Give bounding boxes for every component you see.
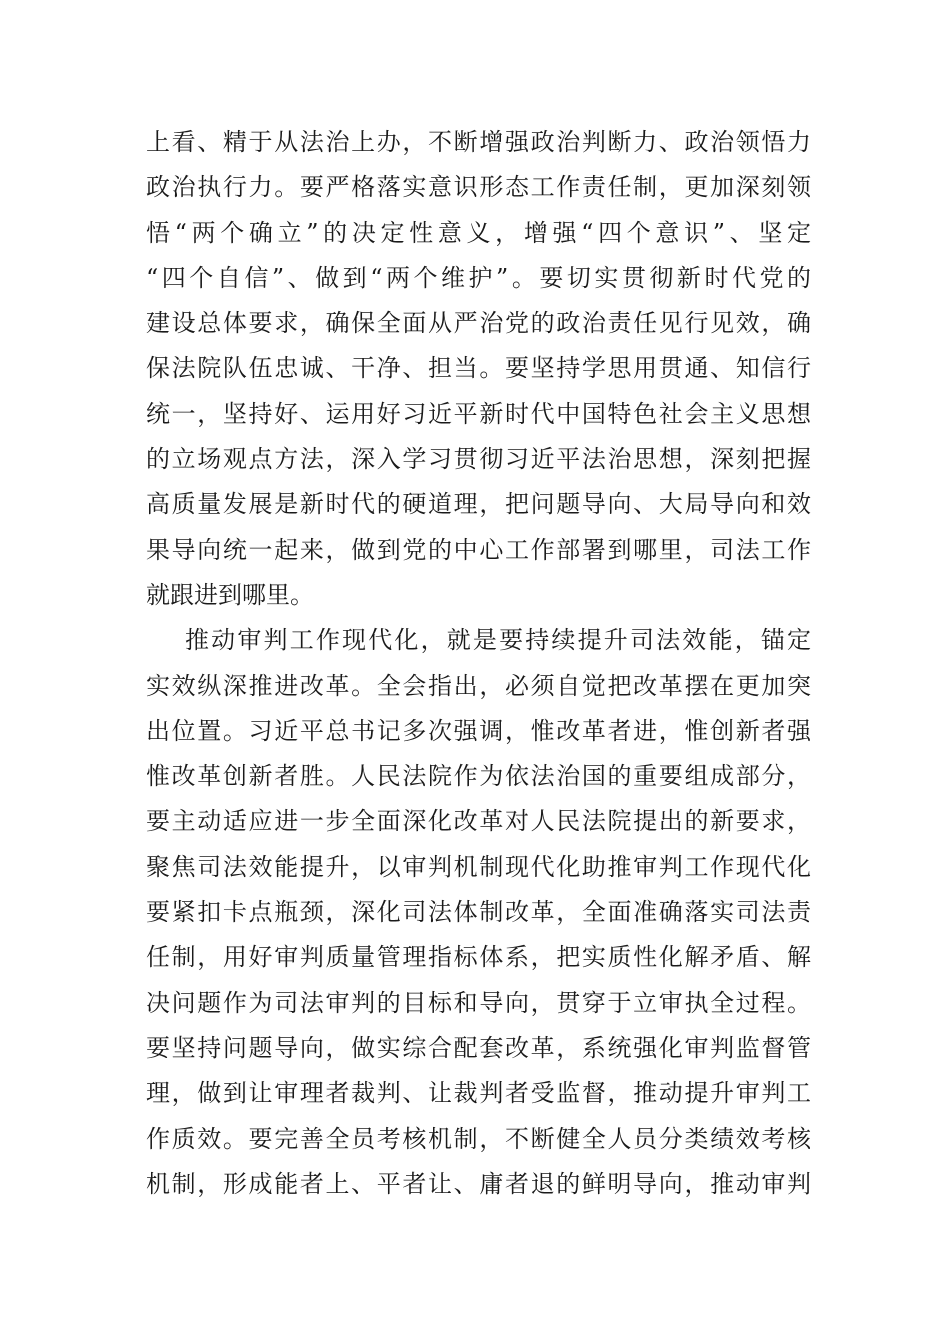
text-line: 果导向统一起来，做到党的中心工作部署到哪里，司法工作 — [146, 535, 811, 564]
text-line: 保法院队伍忠诚、干净、担当。要坚持学思用贯通、知信行 — [146, 354, 811, 383]
text-line: 聚焦司法效能提升，以审判机制现代化助推审判工作现代化 — [146, 852, 811, 881]
document-body — [146, 120, 811, 1207]
text-line: 任制，用好审判质量管理指标体系，把实质性化解矛盾、解 — [146, 943, 811, 972]
text-line: 决问题作为司法审判的目标和导向，贯穿于立审执全过程。 — [146, 988, 811, 1017]
text-line: 作质效。要完善全员考核机制，不断健全人员分类绩效考核 — [146, 1124, 811, 1153]
text-line-paragraph-end: 就跟进到哪里。 — [146, 580, 314, 609]
text-line: 要坚持问题导向，做实综合配套改革，系统强化审判监督管 — [146, 1033, 811, 1062]
text-line: 的立场观点方法，深入学习贯彻习近平法治思想，深刻把握 — [146, 445, 811, 474]
text-line: 建设总体要求，确保全面从严治党的政治责任见行见效，确 — [146, 309, 811, 338]
text-line: 机制，形成能者上、平者让、庸者退的鲜明导向，推动审判 — [146, 1169, 811, 1198]
text-line: 统一，坚持好、运用好习近平新时代中国特色社会主义思想 — [146, 399, 811, 428]
text-line: 高质量发展是新时代的硬道理，把问题导向、大局导向和效 — [146, 490, 811, 519]
text-line: 悟“两个确立”的决定性意义，增强“四个意识”、坚定 — [146, 218, 811, 247]
text-line: 要紧扣卡点瓶颈，深化司法体制改革，全面准确落实司法责 — [146, 898, 811, 927]
text-line: 政治执行力。要严格落实意识形态工作责任制，更加深刻领 — [146, 173, 811, 202]
text-line: “四个自信”、做到“两个维护”。要切实贯彻新时代党的 — [146, 263, 811, 292]
text-line-paragraph-start: 推动审判工作现代化，就是要持续提升司法效能，锚定 — [185, 626, 811, 655]
text-line: 要主动适应进一步全面深化改革对人民法院提出的新要求， — [146, 807, 811, 836]
text-line: 实效纵深推进改革。全会指出，必须自觉把改革摆在更加突 — [146, 671, 811, 700]
text-line: 上看、精于从法治上办，不断增强政治判断力、政治领悟力 — [146, 128, 811, 156]
text-line: 惟改革创新者胜。人民法院作为依法治国的重要组成部分， — [146, 762, 811, 791]
text-line: 理，做到让审理者裁判、让裁判者受监督，推动提升审判工 — [146, 1079, 811, 1108]
text-line: 出位置。习近平总书记多次强调，惟改革者进，惟创新者强 — [146, 716, 811, 745]
